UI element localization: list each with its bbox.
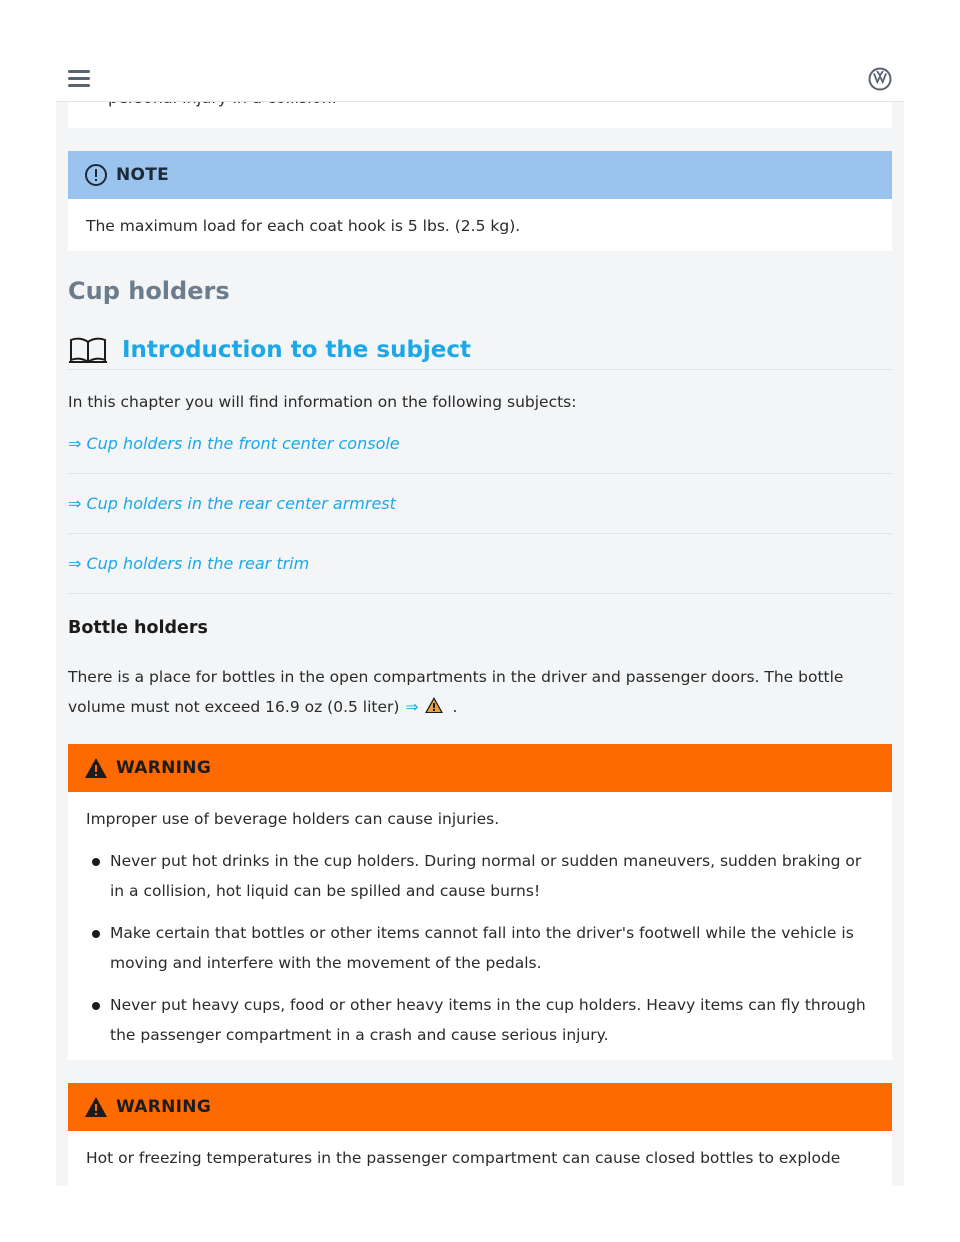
subject-links xyxy=(68,414,892,594)
warning-triangle-icon xyxy=(84,1096,108,1118)
note-header xyxy=(68,151,892,199)
bottle-holders-title: Bottle holders xyxy=(68,618,208,638)
warning-reference-link[interactable]: ⇒ xyxy=(405,698,419,716)
warning-box-1 xyxy=(68,744,892,1060)
warning-title-1: WARNING xyxy=(116,758,212,778)
list-item: Make certain that bottles or other items cannot fall into the driver's footwell while the vehicle is moving and interfere with the movement of the pedals. xyxy=(86,918,874,978)
section-title: Cup holders xyxy=(68,277,230,305)
intro-text: In this chapter you will find information on the following subjects: xyxy=(68,393,577,411)
exclamation-circle-icon xyxy=(84,163,108,187)
link-rear-center-armrest[interactable]: ⇒ Cup holders in the rear center armrest xyxy=(68,474,892,534)
intro-title: Introduction to the subject xyxy=(122,336,472,363)
open-book-icon xyxy=(68,336,108,364)
warning-title-2: WARNING xyxy=(116,1097,212,1117)
vw-logo-icon[interactable] xyxy=(868,67,892,91)
hamburger-menu-icon[interactable] xyxy=(68,70,90,88)
bottle-text: There is a place for bottles in the open compartments in the driver and passenger doors. The bottle volume must not exceed 16.9 oz (0.5 liter) xyxy=(68,668,844,716)
warning-triangle-icon[interactable] xyxy=(424,696,444,714)
warning-header-1 xyxy=(68,744,892,792)
warning-intro-1: Improper use of beverage holders can cause injuries. xyxy=(86,810,500,828)
top-bar xyxy=(56,0,904,102)
warning-body-1 xyxy=(68,792,892,1068)
bottle-text-end: . xyxy=(452,698,458,716)
warning-header-2 xyxy=(68,1083,892,1131)
note-title: NOTE xyxy=(116,165,170,185)
bottle-holders-text xyxy=(68,662,892,722)
list-item: Never put heavy cups, food or other heavy items in the cup holders. Heavy items can fly through the passenger compartment in a crash and cause serious injury. xyxy=(86,990,874,1050)
warning-list-1 xyxy=(86,846,874,1050)
note-box xyxy=(68,151,892,251)
note-text: The maximum load for each coat hook is 5 lbs. (2.5 kg). xyxy=(86,217,521,235)
link-front-center-console[interactable]: ⇒ Cup holders in the front center console xyxy=(68,414,892,474)
warning-box-2 xyxy=(68,1083,892,1186)
link-rear-trim[interactable]: ⇒ Cup holders in the rear trim xyxy=(68,534,892,594)
warning-text-2: Hot or freezing temperatures in the passenger compartment can cause closed bottles to explode xyxy=(86,1149,841,1167)
intro-heading xyxy=(68,330,892,370)
list-item: Never put hot drinks in the cup holders. During normal or sudden maneuvers, sudden braking or in a collision, hot liquid can be spilled and cause burns! xyxy=(86,846,874,906)
warning-triangle-icon xyxy=(84,757,108,779)
